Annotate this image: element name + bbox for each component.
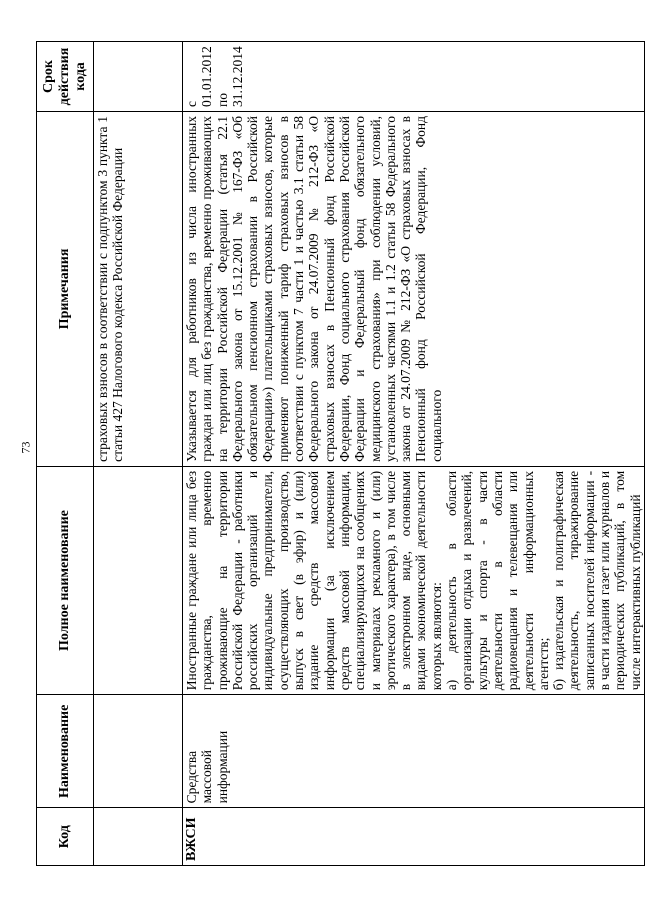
table-row [94, 42, 183, 866]
cell-code [94, 808, 183, 866]
header-code: Код [37, 808, 94, 866]
table-row [183, 42, 645, 866]
cell-code: ВЖСИ [183, 808, 645, 866]
cell-term [94, 42, 183, 112]
notes-text: Указывается для работников из числа иностранных граждан или лиц без гражданства, временно проживающих на территории Российской Федерации (статья 22.1 Федерального закона от 15.12.2001 № 167-ФЗ «Об обязательном пенсионном страховании в Российской Федерации») плательщиками страховых взносов, которые применяют пониженный тариф страховых взносов в соответствии с пунктом 7 части 1 и частью 3.1 статьи 58 Федерального закона от 24.07.2009 № 212-ФЗ «О страховых взносах в Пенсионный фонд Российской Федерации, Фонд социального страхования Российской Федерации и Федеральный фонд обязательного медицинского страхования» при соблюдении условий, установленных частями 1.1 и 1.2 статьи 58 Федерального закона от 24.07.2009 № 212-ФЗ «О страховых взносах в Пенсионный фонд Российской Федерации, Фонд социального [184, 115, 444, 462]
cell-notes [94, 111, 183, 466]
cell-full-name [94, 466, 183, 694]
full-name-text: Иностранные граждане или лица без гражданства, временно проживающие на территории Российской Федерации - работники российских организаций и индивидуальные предприниматели, осуществляющих производство, выпуск в свет (в эфир) и (или) издание средств массовой информации (за исключением средств массовой информации, специализирующихся на сообщениях и материалах рекламного и (или) эротического характера), в том числе в электронном виде, основными видами экономической деятельности которых являются: а) деятельность в области организации отдыха и развлечений, культуры и спорта - в части деятельности в области радиовещания и телевещания или деятельности информационных агентств; б) издательская и полиграфическая деятельность, тиражирование записанных носителей информации - в части издания газет или журналов и периодических публикаций, в том числе интерактивных публикаций [184, 470, 643, 691]
codes-table [36, 41, 645, 866]
cell-name [94, 695, 183, 808]
page-number: 73 [18, 441, 33, 454]
cell-term: с 01.01.2012 по 31.12.2014 [183, 42, 645, 112]
cell-name: Средства массовой информации [183, 695, 645, 808]
table-header-row [37, 42, 94, 866]
header-notes: Примечания [37, 111, 94, 466]
rotated-page [0, 19, 643, 884]
header-name: Наименование [37, 695, 94, 808]
cell-full-name [183, 466, 645, 694]
cell-notes [183, 111, 645, 466]
notes-text: страховых взносов в соответствии с подпунктом 3 пункта 1 статьи 427 Налогового кодекса Российской Федерации [95, 115, 126, 462]
header-full-name: Полное наименование [37, 466, 94, 694]
header-term: Срок действия кода [37, 42, 94, 112]
